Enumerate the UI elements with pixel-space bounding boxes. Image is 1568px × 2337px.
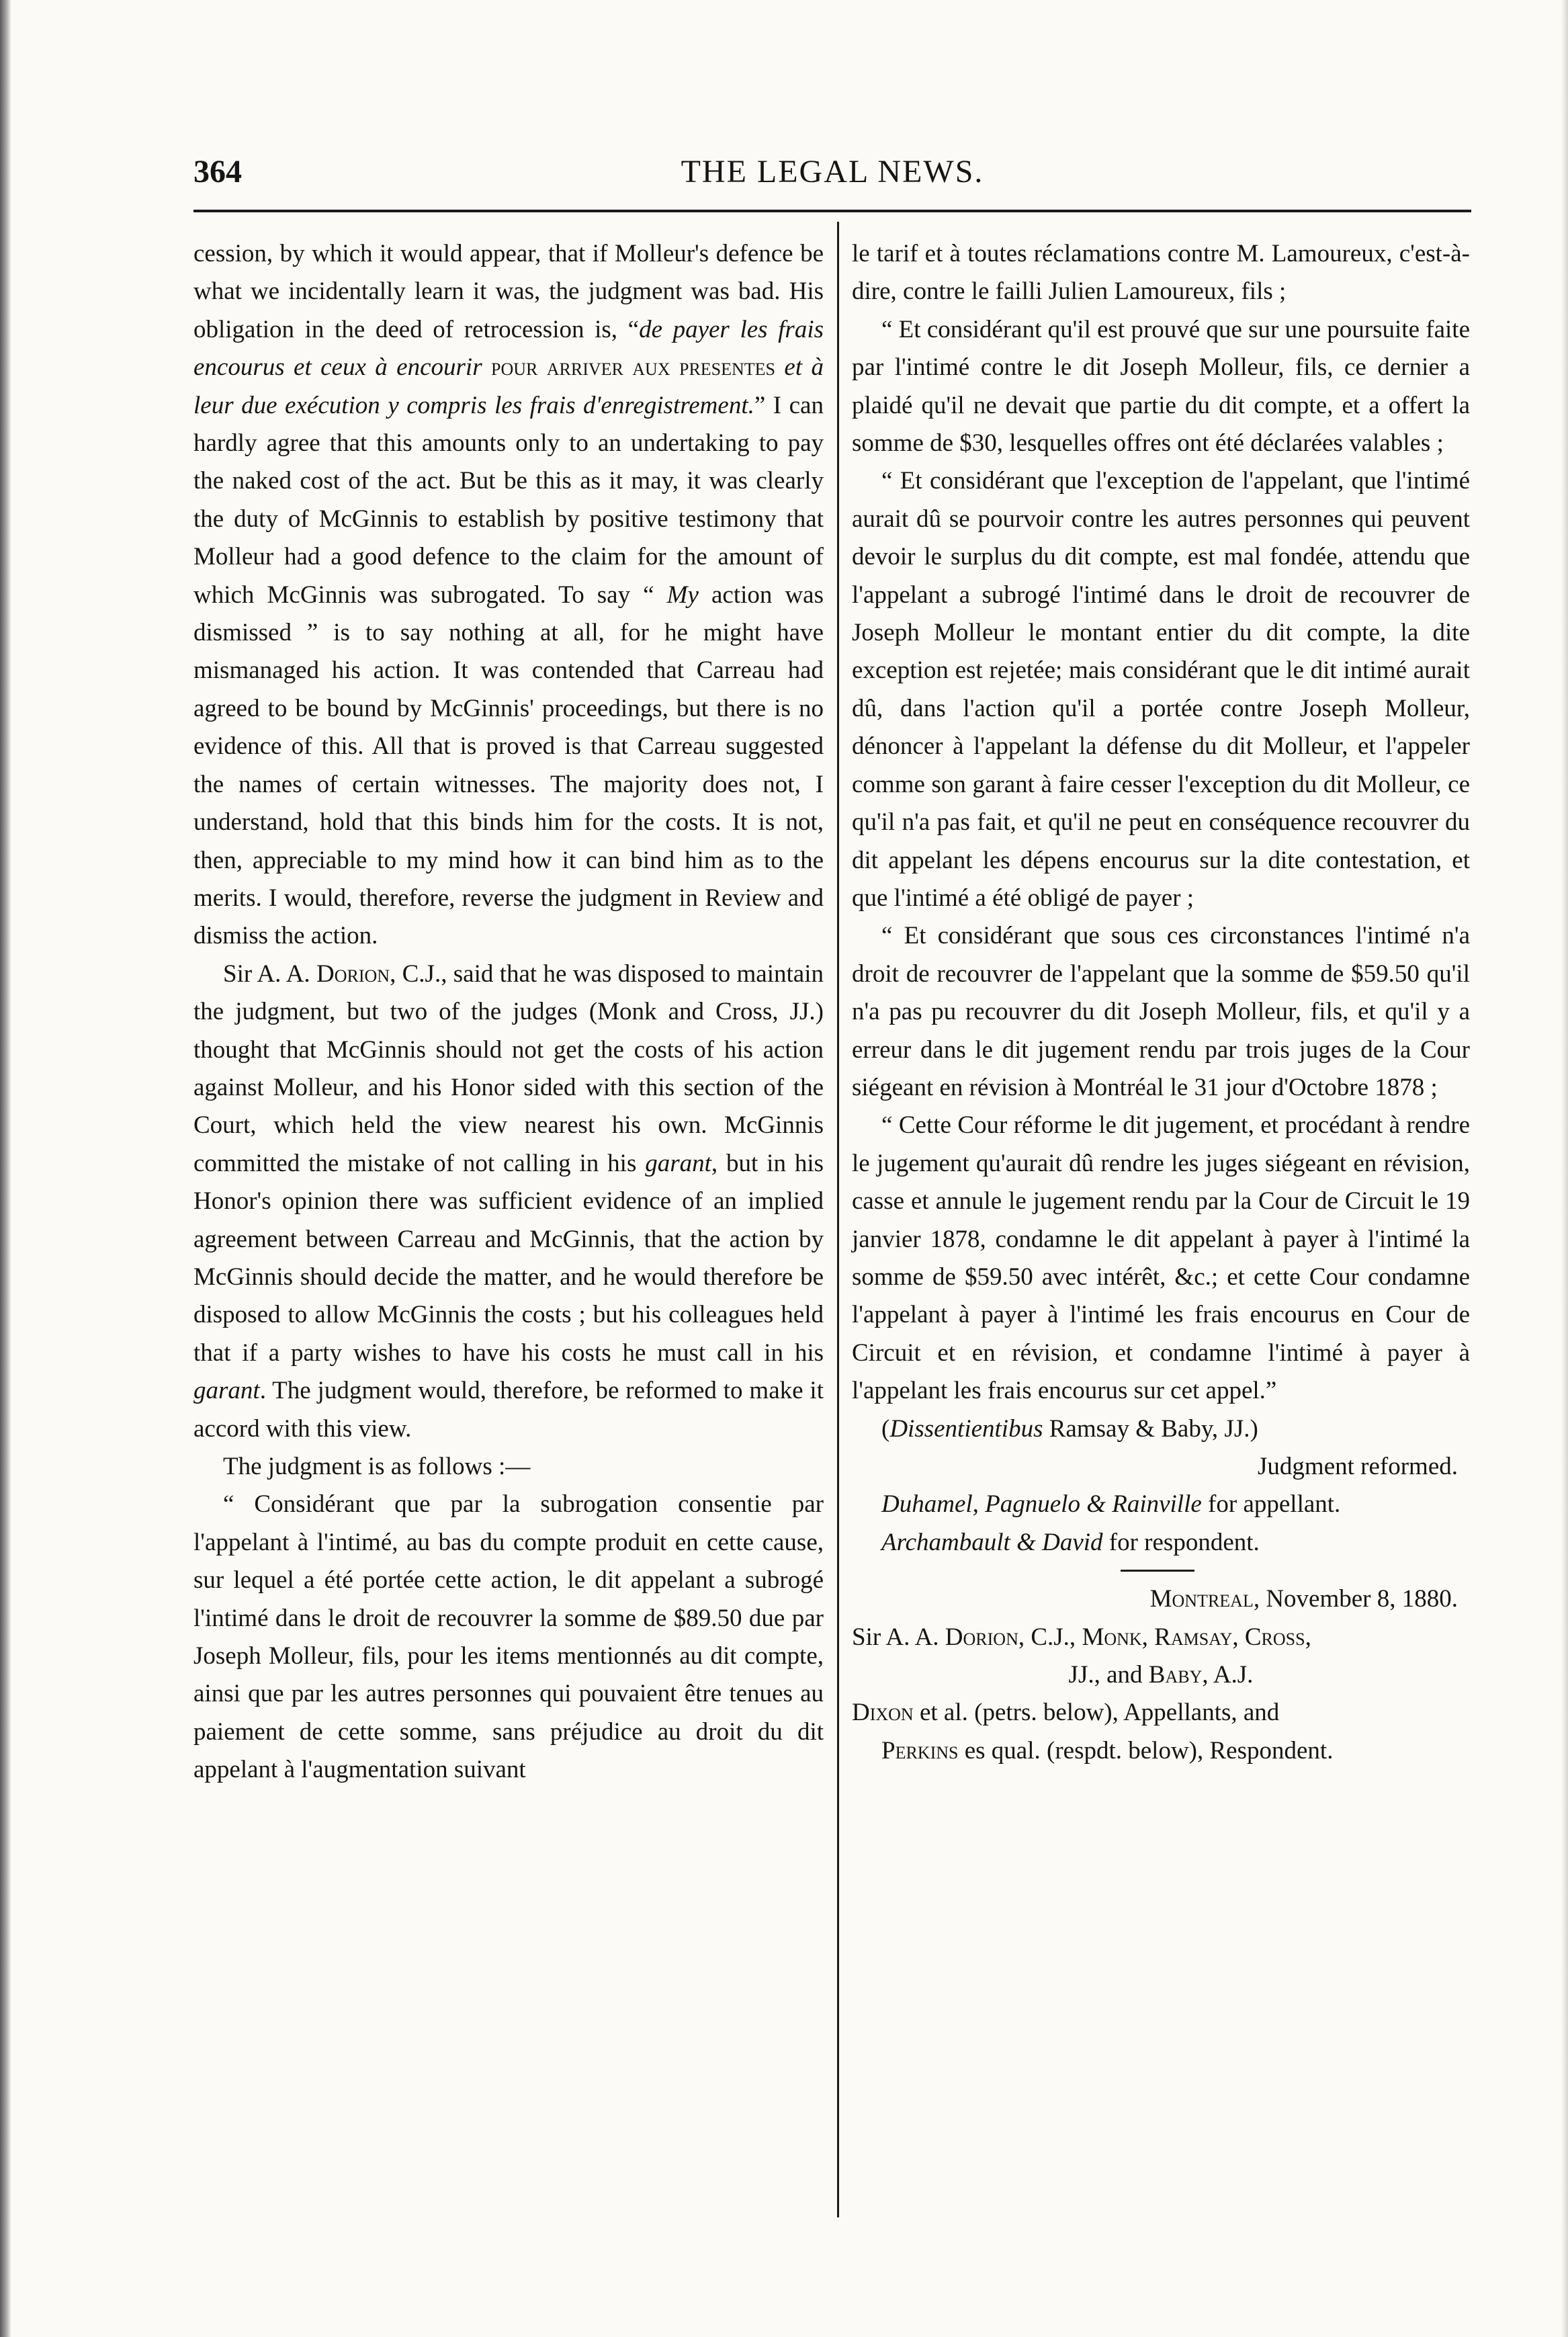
page-edge-shadow [1561,0,1568,2337]
text-run: ( [881,1414,890,1443]
text-run: , [1141,1623,1155,1651]
paragraph-judgment-continuation: le tarif et à toutes réclamations contre M. Lamoureux, c'est-à-dire, contre le failli Julien Lamoureux, fils ; [852,240,1470,306]
text-run: , [1232,1623,1245,1651]
judgment-result: Judgment reformed. [1258,1453,1458,1480]
counsel-name: Duhamel, Pagnuelo & Rainville [881,1490,1202,1519]
italic-run: Dissentientibus [889,1414,1043,1443]
paragraph-dissent-continuation [193,235,824,955]
case-parties [852,1694,1470,1732]
counsel-role: for appellant. [1201,1490,1341,1519]
counsel-appellant [852,1486,1470,1523]
case-parties-2 [852,1732,1470,1770]
judge-name: Baby [1148,1661,1203,1689]
page-header [193,142,1471,196]
bench-line-2 [852,1656,1470,1694]
text-run: ” I can hardly agree that this amounts only to an undertaking to pay the naked cost of the act. But be this as it may, it was clearly the duty of McGinnis to establish by positive testimony that Molleur had a good defence to the claim for the amount of which McGinnis was subrogated. To say “ [193,391,824,609]
text-run: . The judgment would, therefore, be reformed to make it accord with this view. [193,1377,824,1443]
judge-name: Monk [1082,1623,1142,1651]
italic-run: garant [645,1149,711,1177]
text-run: cession, by which it would appear, that if Molleur's defence be what we incidentally learn it was, the judgment was bad. His obligation in the deed of retrocession is, “ [193,240,824,343]
left-column [193,235,824,1789]
text-run: , C.J., [1018,1623,1082,1651]
counsel-respondent [852,1524,1470,1562]
italic-run: de payer les frais encourus et ceux à encourir [193,315,824,382]
section-separator [852,1562,1470,1580]
running-title: THE LEGAL NEWS. [681,154,984,189]
text-run: JJ., and [1068,1661,1149,1689]
party-name: Dixon [852,1699,914,1727]
column-divider [837,222,839,2217]
page-number: 364 [193,154,242,189]
italic-run: garant [193,1377,260,1405]
bench-line [852,1619,1470,1656]
text-run: es qual. (respdt. below), Respondent. [958,1736,1334,1765]
dateline [852,1580,1470,1618]
text-run: , [1305,1623,1311,1651]
small-caps-run: Dorion [316,960,390,988]
judge-name: Ramsay [1154,1623,1233,1651]
text-run: Sir A. A. [223,960,316,988]
paragraph-considerant-2: “ Et considérant qu'il est prouvé que sur une poursuite faite par l'intimé contre le dit Joseph Molleur, fils, ce dernier a plaidé qu'il ne devait que partie du dit compte, et a offert la somme de $30, lesquelles offres ont été déclarées valables ; [852,315,1470,458]
counsel-name: Archambault & David [881,1528,1103,1556]
judge-name: Dorion [945,1623,1018,1651]
text-run: action was dismissed ” is to say nothing at all, for he might have mismanaged his action. It was contended that Carreau had agreed to be bound by McGinnis' proceedings, but there is no evidence of this. All that is proved is that Carreau suggested the names of certain witnesses. The majority does not, I understand, hold that this binds him for the costs. It is not, then, appreciable to my mind how it can bind him as to the merits. I would, therefore, reverse the judgment in Review and dismiss the action. [193,581,824,950]
paragraph-considerant-3: “ Et considérant que l'exception de l'appelant, que l'intimé aurait dû se pourvoir contre les autres personnes qui peuvent devoir le surplus du dit compte, est mal fondée, attendu que l'appelant a subrogé l'intimé dans le droit de recouvrer de Joseph Molleur le montant entier du dit compte, la dite exception est rejetée; mais considérant que le dit intimé aurait dû, dans l'action qu'il a portée contre Joseph Molleur, dénoncer à l'appelant la défense du dit Molleur, et l'appeler comme son garant à faire cesser l'exception du dit Molleur, ce qu'il n'a pas fait, et qu'il ne peut en conséquence recouvrer du dit appelant les dépens encourus sur la dite contestation, et que l'intimé a été obligé de payer ; [852,467,1470,912]
text-run: , but in his Honor's opinion there was sufficient evidence of an implied agreement between Carreau and McGinnis, that the action by McGinnis should decide the matter, and he would therefore be disposed to allow McGinnis the costs ; but his colleagues held that if a party wishes to have his costs he must call in his [193,1149,824,1367]
judge-name: Cross [1244,1623,1305,1651]
dateline-place: Montreal [1149,1585,1254,1613]
text-run: et al. (petrs. below), Appellants, and [913,1699,1280,1727]
right-column [852,235,1470,1770]
text-run: Sir A. A. [852,1623,945,1651]
italic-run: et à leur due exécution y compris les frais d'enregistrement. [193,353,824,419]
paragraph-considerant-4: “ Et considérant que sous ces circonstances l'intimé n'a droit de recouvrer de l'appelant que la somme de $59.50 qu'il n'a pas pu recouvrer du dit Joseph Molleur, fils, et qu'il y a erreur dans le dit jugement rendu par trois juges de la Cour siégeant en révision à Montréal le 31 jour d'Octobre 1878 ; [852,922,1470,1101]
book-spine-shadow [0,0,11,2337]
paragraph-dorion-opinion [193,955,824,1448]
small-caps-run: pour arriver aux presentes [491,353,776,382]
short-rule [1121,1570,1194,1572]
paragraph-dispositif: “ Cette Cour réforme le dit jugement, et procédant à rendre le jugement qu'aurait dû rendre les juges siégeant en révision, casse et annule le jugement rendu par la Cour de Circuit le 19 janvier 1878, condamne le dit appelant à payer à l'intimé la somme de $59.50 avec intérêt, &c.; et cette Cour condamne l'appelant à payer à l'intimé les frais encourus en Cour de Circuit et en révision, et condamne l'intimé à payer à l'appelant les frais encourus sur cet appel.” [852,1111,1470,1405]
header-rule [193,210,1471,212]
paragraph-judgment-intro: The judgment is as follows :— [223,1453,531,1480]
dateline-date: , November 8, 1880. [1253,1585,1458,1613]
party-name: Perkins [881,1736,959,1765]
italic-run: My [666,581,699,609]
text-run: , A.J. [1202,1661,1254,1689]
paragraph-judgment-text: “ Considérant que par la subrogation consentie par l'appelant à l'intimé, au bas du compte produit en cette cause, sur lequel a été portée cette action, le dit appelant a subrogé l'intimé dans le droit de recouvrer la somme de $89.50 due par Joseph Molleur, fils, pour les items mentionnés au dit compte, ainsi que par les autres personnes qui pouvaient être tenues au paiement de cette somme, sans préjudice au droit du dit appelant à l'augmentation suivant [193,1490,824,1784]
counsel-role: for respondent. [1102,1528,1260,1556]
text-run: , C.J., said that he was disposed to maintain the judgment, but two of the judges (Monk and Cross, JJ.) thought that McGinnis should not get the costs of his action against Molleur, and his Honor sided with this section of the Court, which held the view nearest his own. McGinnis committed the mistake of not calling in his [193,960,824,1177]
dissent-note [852,1410,1470,1448]
text-run: Ramsay & Baby, JJ.) [1043,1414,1258,1443]
